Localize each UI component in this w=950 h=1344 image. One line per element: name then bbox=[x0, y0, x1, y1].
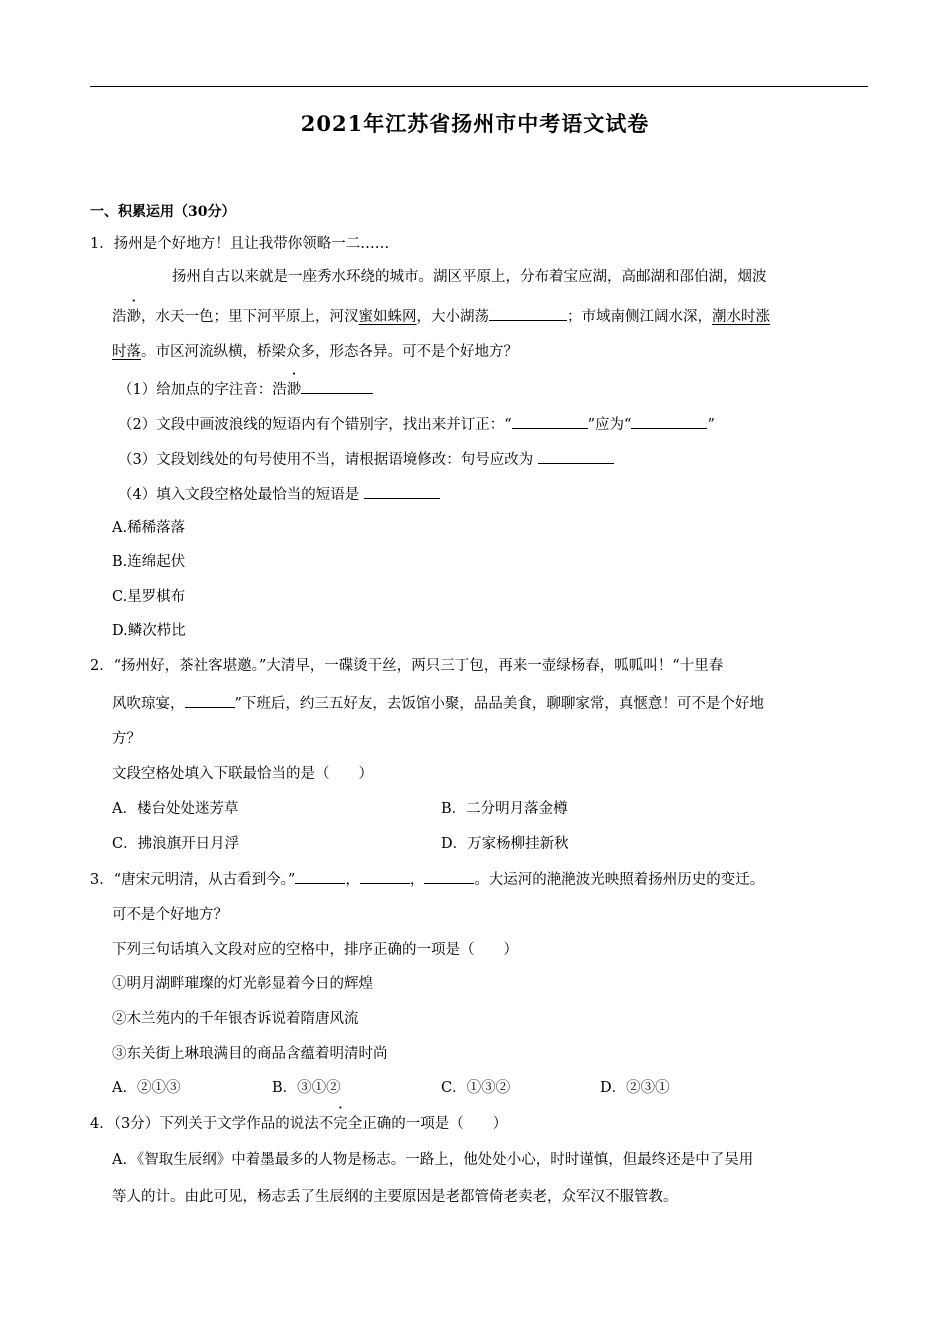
q3-sentence-3: ③东关街上琳琅满目的商品含蕴着明清时尚 bbox=[112, 1046, 388, 1062]
q3-text: 3．“唐宋元明清，从古看到今。” bbox=[90, 872, 296, 888]
q2-text: ”下班后，约三五好友，去饭馆小聚，品品美食，聊聊家常，真惬意！可不是个好地 bbox=[234, 696, 764, 712]
q1-sub1-dotted-char: 渺 bbox=[286, 382, 302, 398]
q3-option-b: B．③①② bbox=[272, 1080, 341, 1096]
q4-option-a-line2: 等人的计。由此可见，杨志丢了生辰纲的主要原因是老都管倚老卖老，众军汉不服管教。 bbox=[112, 1189, 678, 1205]
q3-text: ， bbox=[345, 872, 360, 888]
header-rule bbox=[90, 86, 868, 87]
q1-sub2-text: ”应为“ bbox=[587, 417, 632, 433]
q2-option-a: A．楼台处处迷芳草 bbox=[112, 801, 239, 817]
q1-sub3-text: （3）文段划线处的句号使用不当，请根据语境修改：句号应改为 bbox=[118, 452, 534, 468]
q2-line3: 方？ bbox=[112, 731, 141, 747]
q3-blank bbox=[424, 869, 474, 884]
q1-sub2-text: （2）文段中画波浪线的短语内有个错别字，找出来并订正：“ bbox=[118, 417, 512, 433]
q3-sentence-1: ①明月湖畔璀璨的灯光彰显着今日的辉煌 bbox=[112, 976, 373, 992]
q1-paragraph-line1: 扬州自古以来就是一座秀水环绕的城市。湖区平原上，分布着宝应湖，高邮湖和邵伯湖，烟波 bbox=[172, 269, 767, 285]
q4-text: 正确的一项是（ ） bbox=[362, 1116, 508, 1132]
page-title: 2021年江苏省扬州市中考语文试卷 bbox=[300, 111, 650, 136]
q1-sub1-text: （1）给加点的字注音：浩 bbox=[118, 382, 287, 398]
q1-text: ，大小湖荡 bbox=[416, 309, 489, 325]
q2-prompt: 文段空格处填入下联最恰当的是（ ） bbox=[112, 766, 373, 782]
q2-option-c: C．拂浪旗开日月浮 bbox=[112, 836, 240, 852]
q2-option-d: D．万家杨柳挂新秋 bbox=[441, 836, 569, 852]
q1-option-d: D.鳞次栉比 bbox=[112, 623, 186, 639]
q2-line2 bbox=[112, 693, 764, 714]
q4-stem bbox=[90, 1114, 507, 1134]
q1-paragraph-line2 bbox=[112, 306, 770, 327]
q3-sentence-2: ②木兰苑内的千年银杏诉说着隋唐风流 bbox=[112, 1011, 359, 1027]
q4-option-a-line1: A．《智取生辰纲》中着墨最多的人物是杨志。一路上，他处处小心，时时谨慎，但最终还是中了吴用 bbox=[112, 1152, 754, 1168]
q1-text: ；市域南侧江阔水深， bbox=[567, 309, 712, 325]
section-heading: 一、积累运用（30分） bbox=[90, 204, 236, 220]
q1-dotted-char: 渺 bbox=[126, 309, 141, 325]
q2-line1: 2．“扬州好，茶社客堪邀。”大清早，一碟烫干丝，两只三丁包，再来一壶绿杨春，呱呱叫！“十里春 bbox=[90, 658, 724, 674]
q3-blank bbox=[360, 869, 410, 884]
q1-sub3 bbox=[118, 449, 614, 470]
answer-blank bbox=[301, 379, 373, 394]
q1-sub1 bbox=[118, 379, 373, 400]
q1-text: 。市区河流纵横，桥梁众多，形态各异。可不是个好地方？ bbox=[141, 344, 518, 360]
q1-sub4-text: （4）填入文段空格处最恰当的短语是 bbox=[118, 487, 360, 503]
q1-option-b: B.连绵起伏 bbox=[112, 554, 186, 570]
q1-stem: 1．扬州是个好地方！且让我带你领略一二…… bbox=[90, 236, 390, 252]
q4-dotted-text: 不完全 bbox=[318, 1116, 363, 1132]
answer-blank bbox=[631, 414, 707, 429]
q3-prompt: 下列三句话填入文段对应的空格中，排序正确的一项是（ ） bbox=[112, 942, 518, 958]
q1-paragraph-line3 bbox=[112, 342, 518, 362]
q4-text: 4．（3分）下列关于文学作品的说法 bbox=[90, 1116, 319, 1132]
q2-blank bbox=[185, 693, 235, 708]
answer-blank bbox=[538, 449, 614, 464]
q1-sub2 bbox=[118, 414, 715, 435]
q3-option-a: A．②①③ bbox=[112, 1080, 181, 1096]
q1-underlined-phrase: 时落 bbox=[112, 344, 141, 360]
q1-blank bbox=[489, 306, 567, 321]
q1-option-a: A.稀稀落落 bbox=[112, 520, 186, 536]
q2-text: 风吹琼宴， bbox=[112, 696, 185, 712]
answer-blank bbox=[512, 414, 588, 429]
q1-underlined-phrase: 潮水时涨 bbox=[712, 309, 770, 325]
q3-option-c: C．①③② bbox=[441, 1080, 511, 1096]
q3-line2: 可不是个好地方？ bbox=[112, 907, 228, 923]
q3-text: ， bbox=[409, 872, 425, 888]
q1-option-c: C.星罗棋布 bbox=[112, 589, 186, 605]
answer-blank bbox=[364, 484, 440, 499]
q3-option-d: D．②③① bbox=[600, 1080, 670, 1096]
q3-blank bbox=[295, 869, 345, 884]
q2-option-b: B．二分明月落金樽 bbox=[441, 801, 568, 817]
q1-wavy-phrase: 蜜如蛛网 bbox=[358, 309, 417, 325]
q3-line1 bbox=[90, 869, 764, 890]
q1-text: 浩 bbox=[112, 309, 127, 325]
q3-text: 。大运河的滟滟波光映照着扬州历史的变迁。 bbox=[474, 872, 765, 888]
q1-sub2-text: ” bbox=[707, 417, 715, 433]
q1-text: ，水天一色；里下河平原上，河汊 bbox=[141, 309, 359, 325]
q1-sub4 bbox=[118, 484, 440, 505]
